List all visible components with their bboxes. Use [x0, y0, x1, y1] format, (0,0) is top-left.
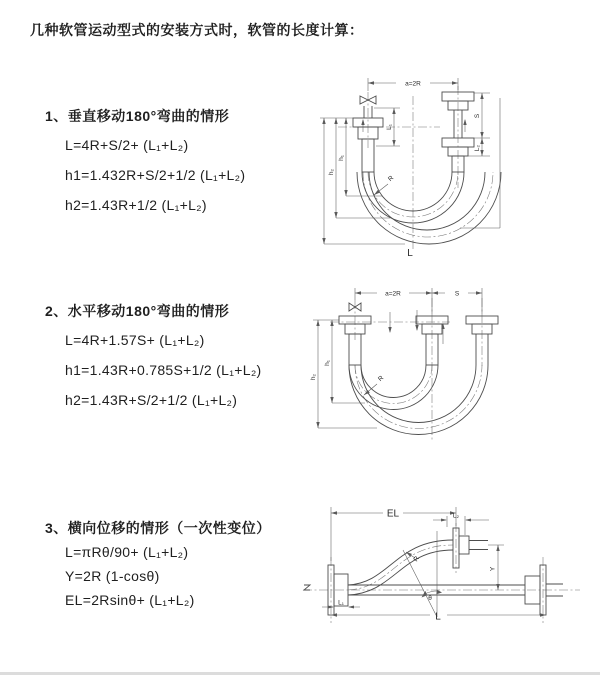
dim-l1: L₁	[386, 124, 393, 130]
formula-L: L=4R+1.57S+ (L₁+L₂)	[65, 332, 205, 348]
radius-label: R	[412, 555, 421, 564]
dim-h1: h₁	[338, 155, 345, 161]
hose-braided-sections	[349, 334, 438, 365]
formula-h1: h1=1.432R+S/2+1/2 (L₁+L₂)	[65, 167, 246, 183]
pipe-fittings	[328, 528, 563, 615]
dim-a-2r: a=2R	[385, 290, 401, 298]
dim-l2: L₂	[452, 512, 460, 520]
radius-label: R	[386, 174, 396, 184]
dim-a-2r: a=2R	[405, 80, 421, 88]
section-3-heading: 3、横向位移的情形（一次性变位）	[45, 520, 271, 536]
centerline-break-mark	[304, 585, 310, 590]
dim-s: S	[454, 290, 460, 298]
length-label: L	[407, 248, 413, 259]
formula-h2: h2=1.43R+S/2+1/2 (L₁+L₂)	[65, 392, 238, 408]
centerlines	[303, 523, 580, 623]
page-title: 几种软管运动型式的安装方式时，软管的长度计算：	[30, 22, 364, 38]
hose-u-arcs	[349, 365, 488, 435]
dim-h2: h₂	[328, 168, 335, 176]
dim-el: EL	[386, 508, 400, 520]
section-lateral-displacement	[45, 518, 325, 610]
centerlines	[338, 86, 493, 251]
section-vertical-movement	[45, 106, 325, 216]
formula-Y: Y=2R (1-cosθ)	[65, 568, 160, 584]
dimension-labels	[338, 509, 496, 623]
formula-L: L=πRθ/90+ (L₁+L₂)	[65, 544, 189, 560]
dim-s: S	[474, 113, 481, 119]
dimension-lines	[313, 288, 482, 428]
radius-label: R	[376, 374, 386, 384]
formula-EL: EL=2Rsinθ+ (L₁+L₂)	[65, 592, 195, 608]
angle-theta-label: θ	[428, 595, 432, 602]
diagram-horizontal-180-bend	[305, 280, 595, 455]
dimension-lines	[322, 507, 546, 617]
dim-l2: L₂	[474, 144, 481, 152]
section-2-heading: 2、水平移动180°弯曲的情形	[45, 303, 230, 319]
dim-l1: L₁	[338, 599, 344, 607]
formula-L: L=4R+S/2+ (L₁+L₂)	[65, 137, 189, 153]
section-1-heading: 1、垂直移动180°弯曲的情形	[45, 108, 230, 124]
pipe-fittings	[339, 316, 498, 365]
dim-y: Y	[489, 566, 497, 572]
formula-h2: h2=1.43R+1/2 (L₁+L₂)	[65, 197, 207, 213]
dim-h1: h₁	[324, 360, 331, 366]
dimension-labels	[310, 291, 460, 384]
construction-lines	[403, 531, 442, 617]
dim-h2: h₂	[310, 373, 317, 381]
diagram-lateral-displacement	[295, 495, 595, 645]
section-horizontal-movement	[45, 301, 325, 411]
centerlines	[330, 298, 482, 442]
dim-l: L	[435, 611, 441, 623]
hose-u-arcs	[357, 172, 501, 244]
diagram-vertical-180-bend	[310, 70, 590, 260]
formula-h1: h1=1.43R+0.785S+1/2 (L₁+L₂)	[65, 362, 262, 378]
